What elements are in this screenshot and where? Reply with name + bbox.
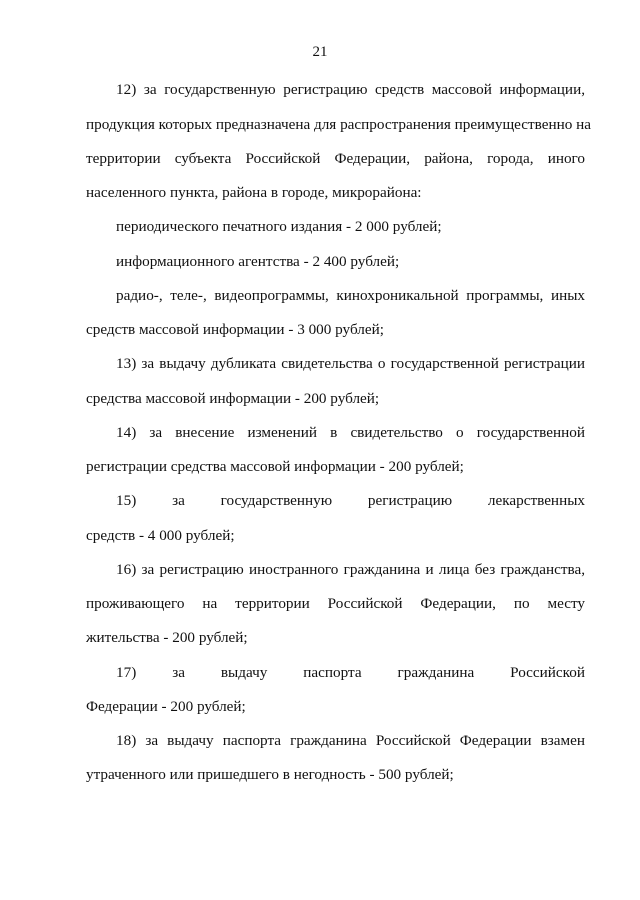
- text-line: Федерации - 200 рублей;: [86, 698, 246, 715]
- text-line: регистрации средства массовой информации - 200 рублей;: [86, 458, 464, 475]
- text-line: территории субъекта Российской Федерации, района, города, иного: [86, 150, 585, 167]
- text-line: утраченного или пришедшего в негодность - 500 рублей;: [86, 766, 454, 783]
- text-line: 18) за выдачу паспорта гражданина Российской Федерации взамен: [116, 732, 585, 749]
- text-line: продукция которых предназначена для распространения преимущественно на: [86, 116, 591, 133]
- text-line: жительства - 200 рублей;: [86, 629, 248, 646]
- text-line: 14) за внесение изменений в свидетельство о государственной: [116, 424, 585, 441]
- text-line: населенного пункта, района в городе, микрорайона:: [86, 184, 422, 201]
- text-line: 12) за государственную регистрацию средств массовой информации,: [116, 81, 585, 98]
- text-line: средства массовой информации - 200 рублей;: [86, 390, 380, 407]
- text-line: 13) за выдачу дубликата свидетельства о государственной регистрации: [116, 355, 585, 372]
- text-line: радио-, теле-, видеопрограммы, кинохроникальной программы, иных: [116, 287, 585, 304]
- text-line: средств массовой информации - 3 000 рублей;: [86, 321, 384, 338]
- text-line: периодического печатного издания - 2 000 рублей;: [116, 218, 442, 235]
- text-line: средств - 4 000 рублей;: [86, 527, 235, 544]
- text-line: 16) за регистрацию иностранного гражданина и лица без гражданства,: [116, 561, 585, 578]
- text-line: проживающего на территории Российской Федерации, по месту: [86, 595, 585, 612]
- page-number: 21: [312, 44, 328, 60]
- text-line: 15) за государственную регистрацию лекарственных: [116, 492, 585, 509]
- text-line: 17) за выдачу паспорта гражданина Российской: [116, 664, 585, 681]
- text-line: информационного агентства - 2 400 рублей;: [116, 253, 400, 270]
